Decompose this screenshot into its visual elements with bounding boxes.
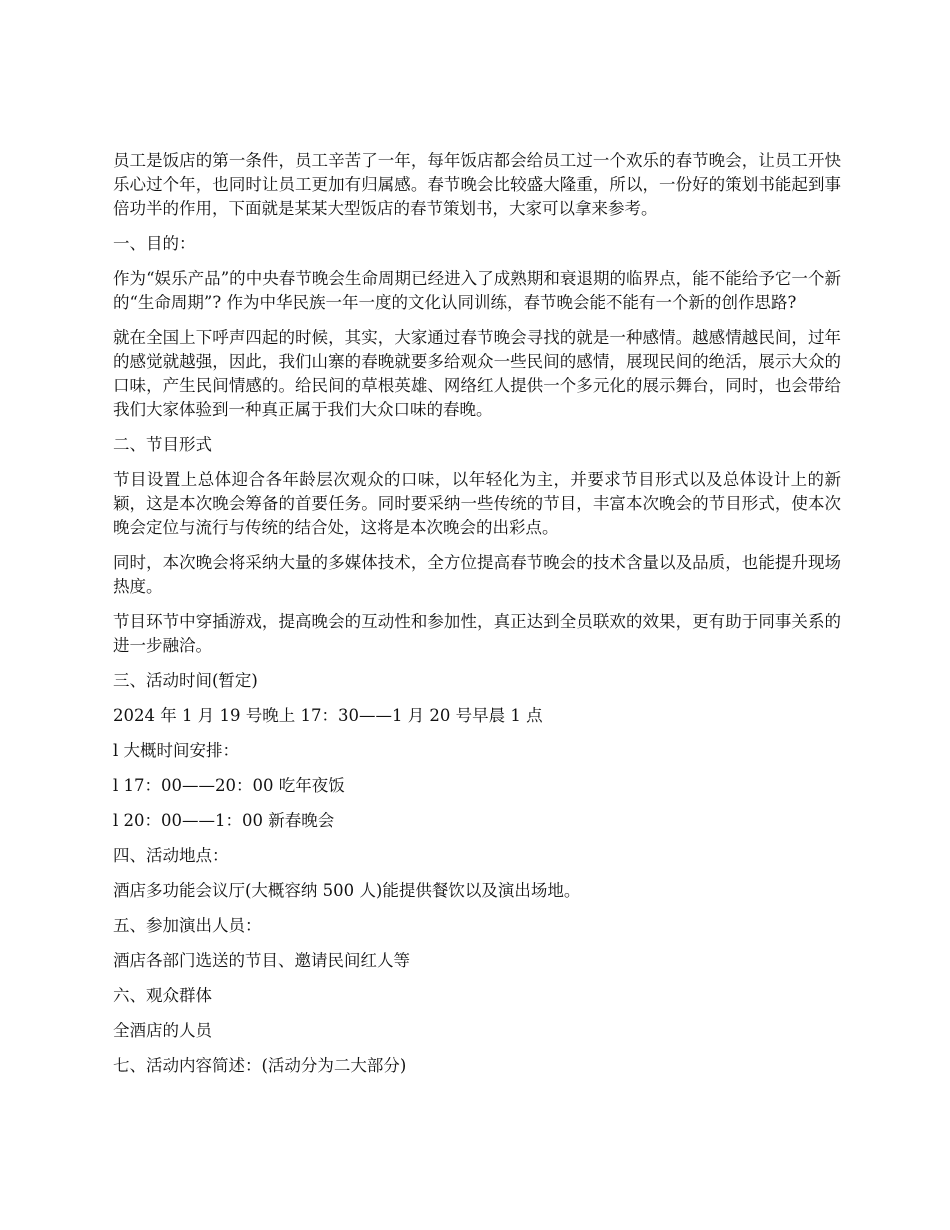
section-heading-performers: 五、参加演出人员： <box>113 916 262 935</box>
purpose-paragraph-2: 就在全国上下呼声四起的时候，其实，大家通过春节晚会寻找的就是一种感情。越感情越民间，过年的感觉就越强，因此，我们山寨的春晚就要多给观众一些民间的感情，展现民间的绝活，展示大众的口味，产生民间情感的。给民间的草根英雄、网络红人提供一个多元化的展示舞台，同时，也会带给我们大家体验到一种真正属于我们大众口味的春晚。 <box>113 328 841 419</box>
program-form-paragraph-1: 节目设置上总体迎合各年龄层次观众的口味，以年轻化为主，并要求节目形式以及总体设计上的新颖，这是本次晚会筹备的首要任务。同时要采纳一些传统的节目，丰富本次晚会的节目形式，使本次晚会定位与流行与传统的结合处，这将是本次晚会的出彩点。 <box>113 470 841 537</box>
venue-description: 酒店多功能会议厅(大概容纳 500 人)能提供餐饮以及演出场地。 <box>113 881 581 900</box>
event-time-range: 2024 年 1 月 19 号晚上 17：30——1 月 20 号早晨 1 点 <box>113 706 543 725</box>
program-form-paragraph-3: 节目环节中穿插游戏，提高晚会的互动性和参加性，真正达到全员联欢的效果，更有助于同事关系的进一步融洽。 <box>113 612 841 655</box>
schedule-item-gala: l 20：00——1：00 新春晚会 <box>113 811 335 830</box>
section-heading-program-form: 二、节目形式 <box>113 435 212 454</box>
section-heading-venue: 四、活动地点： <box>113 846 229 865</box>
section-heading-content-summary: 七、活动内容简述：(活动分为二大部分) <box>113 1056 407 1075</box>
purpose-paragraph-1: 作为“娱乐产品”的中央春节晚会生命周期已经进入了成熟期和衰退期的临界点，能不能给予它一个新的“生命周期”? 作为中华民族一年一度的文化认同训练，春节晚会能不能有一个新的创作思路? <box>113 269 841 312</box>
program-form-paragraph-2: 同时，本次晚会将采纳大量的多媒体技术，全方位提高春节晚会的技术含量以及品质，也能提升现场热度。 <box>113 553 841 596</box>
audience-description: 全酒店的人员 <box>113 1021 212 1040</box>
performers-description: 酒店各部门选送的节目、邀请民间红人等 <box>113 951 410 970</box>
section-heading-audience: 六、观众群体 <box>113 986 212 1005</box>
section-heading-event-time: 三、活动时间(暂定) <box>113 671 258 690</box>
intro-paragraph: 员工是饭店的第一条件，员工辛苦了一年，每年饭店都会给员工过一个欢乐的春节晚会，让员工开快乐心过个年，也同时让员工更加有归属感。春节晚会比较盛大隆重，所以，一份好的策划书能起到事倍功半的作用，下面就是某某大型饭店的春节策划书，大家可以拿来参考。 <box>113 151 841 218</box>
schedule-heading: l 大概时间安排： <box>113 741 240 760</box>
document-body <box>113 149 841 1089</box>
schedule-item-dinner: l 17：00——20：00 吃年夜饭 <box>113 776 345 795</box>
section-heading-purpose: 一、目的： <box>113 234 196 253</box>
